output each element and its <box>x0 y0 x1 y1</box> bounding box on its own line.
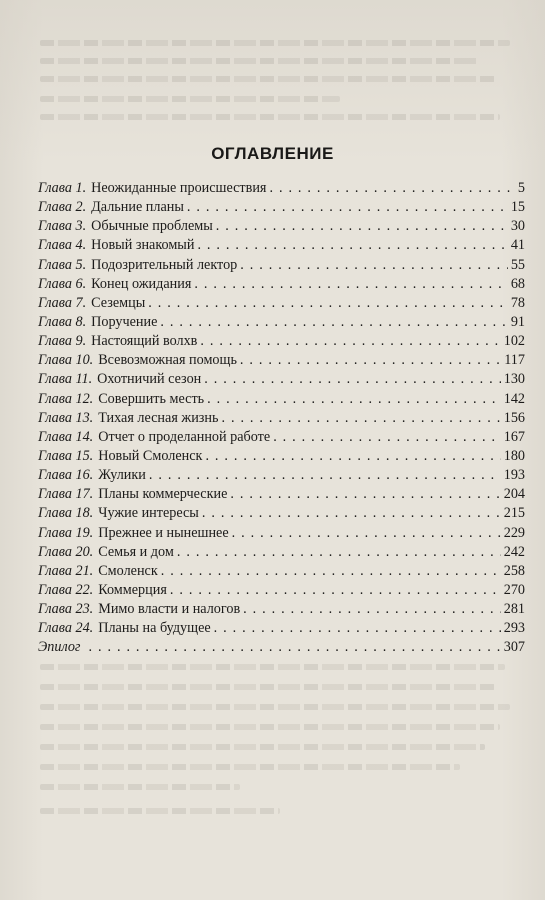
toc-entry-label: Эпилог <box>38 639 81 656</box>
toc-entry <box>38 390 525 409</box>
toc-dot-leader <box>149 466 501 485</box>
toc-entry-label: Глава 20. <box>38 543 94 560</box>
toc-entry-label: Глава 23. <box>38 601 94 618</box>
toc-entry-title: Коммерция <box>98 581 167 598</box>
toc-entry <box>38 524 525 543</box>
toc-entry-label: Глава 2. <box>38 199 87 216</box>
toc-dot-leader <box>216 217 508 236</box>
toc-entry <box>38 581 525 600</box>
bleed-through-line <box>40 76 495 82</box>
toc-entry <box>38 466 525 485</box>
toc-entry-page: 167 <box>503 428 525 445</box>
toc-entry-page: 229 <box>503 524 525 541</box>
toc-entry-title: Настоящий волхв <box>91 333 198 350</box>
bleed-through-line <box>40 684 495 690</box>
toc-entry-page: 68 <box>510 275 525 292</box>
toc-entry-label: Глава 17. <box>38 486 94 503</box>
toc-entry-page: 156 <box>503 409 525 426</box>
toc-dot-leader <box>240 256 508 275</box>
toc-dot-leader <box>148 294 508 313</box>
toc-dot-leader <box>160 313 507 332</box>
toc-entry-page: 41 <box>510 237 525 254</box>
toc-entry-page: 258 <box>503 562 525 579</box>
bleed-through-line <box>40 808 280 814</box>
toc-entry-title: Жулики <box>98 467 146 484</box>
toc-entry <box>38 256 525 275</box>
toc-dot-leader <box>202 504 501 523</box>
toc-entry-label: Глава 15. <box>38 447 94 464</box>
toc-entry-page: 204 <box>503 486 525 503</box>
toc-entry-title: Совершить месть <box>98 390 205 407</box>
toc-entry-label: Глава 6. <box>38 275 87 292</box>
toc-entry-label: Глава 10. <box>38 352 94 369</box>
toc-dot-leader <box>207 390 501 409</box>
toc-entry-title: Отчет о проделанной работе <box>98 428 271 445</box>
toc-entry <box>38 543 525 562</box>
toc-entry-label: Глава 24. <box>38 620 94 637</box>
toc-entry-title: Сеземцы <box>91 294 146 311</box>
toc-entry-page: 55 <box>510 256 525 273</box>
toc-entry-page: 102 <box>503 333 525 350</box>
toc-entry <box>38 638 525 657</box>
toc-entry-page: 270 <box>503 581 525 598</box>
toc-entry-title: Дальние планы <box>91 199 184 216</box>
toc-entry-title: Тихая лесная жизнь <box>98 409 219 426</box>
bleed-through-line <box>40 784 240 790</box>
toc-entry-label: Глава 11. <box>38 371 93 388</box>
toc-entry-label: Глава 16. <box>38 467 94 484</box>
toc-dot-leader <box>200 332 500 351</box>
toc-dot-leader <box>170 581 501 600</box>
toc-entry-page: 78 <box>510 294 525 311</box>
toc-dot-leader <box>243 600 501 619</box>
toc-entry-title: Обычные проблемы <box>91 218 213 235</box>
toc-dot-leader <box>187 198 508 217</box>
toc-dot-leader <box>161 562 501 581</box>
toc-entry-label: Глава 9. <box>38 333 87 350</box>
toc-entry-label: Глава 7. <box>38 294 87 311</box>
toc-entry <box>38 351 525 370</box>
toc-entry <box>38 313 525 332</box>
toc-entry-label: Глава 12. <box>38 390 94 407</box>
bleed-through-line <box>40 704 510 710</box>
toc-entry <box>38 236 525 255</box>
toc-entry-page: 142 <box>503 390 525 407</box>
toc-entry-page: 117 <box>504 352 525 369</box>
toc-dot-leader <box>88 638 500 657</box>
bleed-through-line <box>40 724 500 730</box>
toc-entry-title: Планы коммерческие <box>98 486 228 503</box>
toc-entry-title: Охотничий сезон <box>97 371 202 388</box>
toc-entry-label: Глава 1. <box>38 180 87 196</box>
toc-entry-page: 30 <box>510 218 525 235</box>
toc-entry-page: 281 <box>503 601 525 618</box>
bleed-through-line <box>40 744 485 750</box>
toc-entry <box>38 275 525 294</box>
bleed-through-line <box>40 40 510 46</box>
toc-dot-leader <box>273 428 501 447</box>
toc-entry-label: Глава 21. <box>38 562 94 579</box>
toc-dot-leader <box>204 370 500 389</box>
toc-dot-leader <box>205 447 500 466</box>
toc-entry-label: Глава 14. <box>38 428 94 445</box>
bleed-through-line <box>40 96 340 102</box>
toc-entry <box>38 428 525 447</box>
toc-dot-leader <box>221 409 500 428</box>
toc-entry <box>38 198 525 217</box>
toc-dot-leader <box>232 524 501 543</box>
toc-entry-title: Прежнее и нынешнее <box>98 524 229 541</box>
toc-entry-page: 180 <box>503 447 525 464</box>
toc-entry-page: 5 <box>517 180 525 196</box>
toc-dot-leader <box>230 485 500 504</box>
bleed-through-line <box>40 664 505 670</box>
toc-entry-title: Мимо власти и налогов <box>98 601 241 618</box>
toc-entry-label: Глава 18. <box>38 505 94 522</box>
toc-entry-title: Чужие интересы <box>98 505 199 522</box>
toc-entry <box>38 409 525 428</box>
toc-entry-label: Глава 4. <box>38 237 87 254</box>
bleed-through-line <box>40 114 500 120</box>
toc-entry-title: Всевозможная помощь <box>98 352 237 369</box>
toc-entry <box>38 217 525 236</box>
toc-entry <box>38 600 525 619</box>
toc-entry <box>38 370 525 389</box>
toc-entry <box>38 179 525 198</box>
toc-entry <box>38 504 525 523</box>
toc-title: ОГЛАВЛЕНИЕ <box>211 144 334 163</box>
toc-entry <box>38 294 525 313</box>
toc-entry-title: Семья и дом <box>98 543 174 560</box>
toc-entry-title: Неожиданные происшествия <box>91 180 267 196</box>
toc-entry-page: 15 <box>510 199 525 216</box>
toc-entry-title: Новый знакомый <box>91 237 195 254</box>
toc-entry <box>38 485 525 504</box>
toc-entry-page: 307 <box>503 639 525 656</box>
toc-dot-leader <box>177 543 501 562</box>
toc-entry-page: 293 <box>503 620 525 637</box>
toc-entry <box>38 562 525 581</box>
toc-entry-label: Глава 19. <box>38 524 94 541</box>
toc-entry-label: Глава 5. <box>38 256 87 273</box>
toc-entry <box>38 619 525 638</box>
toc-dot-leader <box>240 351 501 370</box>
toc-dot-leader <box>194 275 507 294</box>
bleed-through-line <box>40 764 460 770</box>
toc-entry-label: Глава 22. <box>38 581 94 598</box>
toc-entry <box>38 447 525 466</box>
toc-entry-page: 193 <box>503 467 525 484</box>
toc-dot-leader <box>214 619 501 638</box>
toc-entry <box>38 332 525 351</box>
toc-entry-label: Глава 3. <box>38 218 87 235</box>
toc-entry-label: Глава 13. <box>38 409 94 426</box>
toc-entry-title: Планы на будущее <box>98 620 211 637</box>
toc-dot-leader <box>197 236 507 255</box>
toc-entry-page: 130 <box>503 371 525 388</box>
toc-entry-title: Поручение <box>91 313 158 330</box>
toc-entry-page: 91 <box>510 313 525 330</box>
toc-list <box>38 179 525 658</box>
toc-entry-title: Смоленск <box>98 562 158 579</box>
bleed-through-line <box>40 58 480 64</box>
toc-entry-page: 242 <box>503 543 525 560</box>
toc-entry-page: 215 <box>503 505 525 522</box>
toc-dot-leader <box>269 179 514 198</box>
toc-entry-label: Глава 8. <box>38 313 87 330</box>
toc-entry-title: Подозрительный лектор <box>91 256 238 273</box>
toc-entry-title: Конец ожидания <box>91 275 192 292</box>
toc-entry-title: Новый Смоленск <box>98 447 203 464</box>
